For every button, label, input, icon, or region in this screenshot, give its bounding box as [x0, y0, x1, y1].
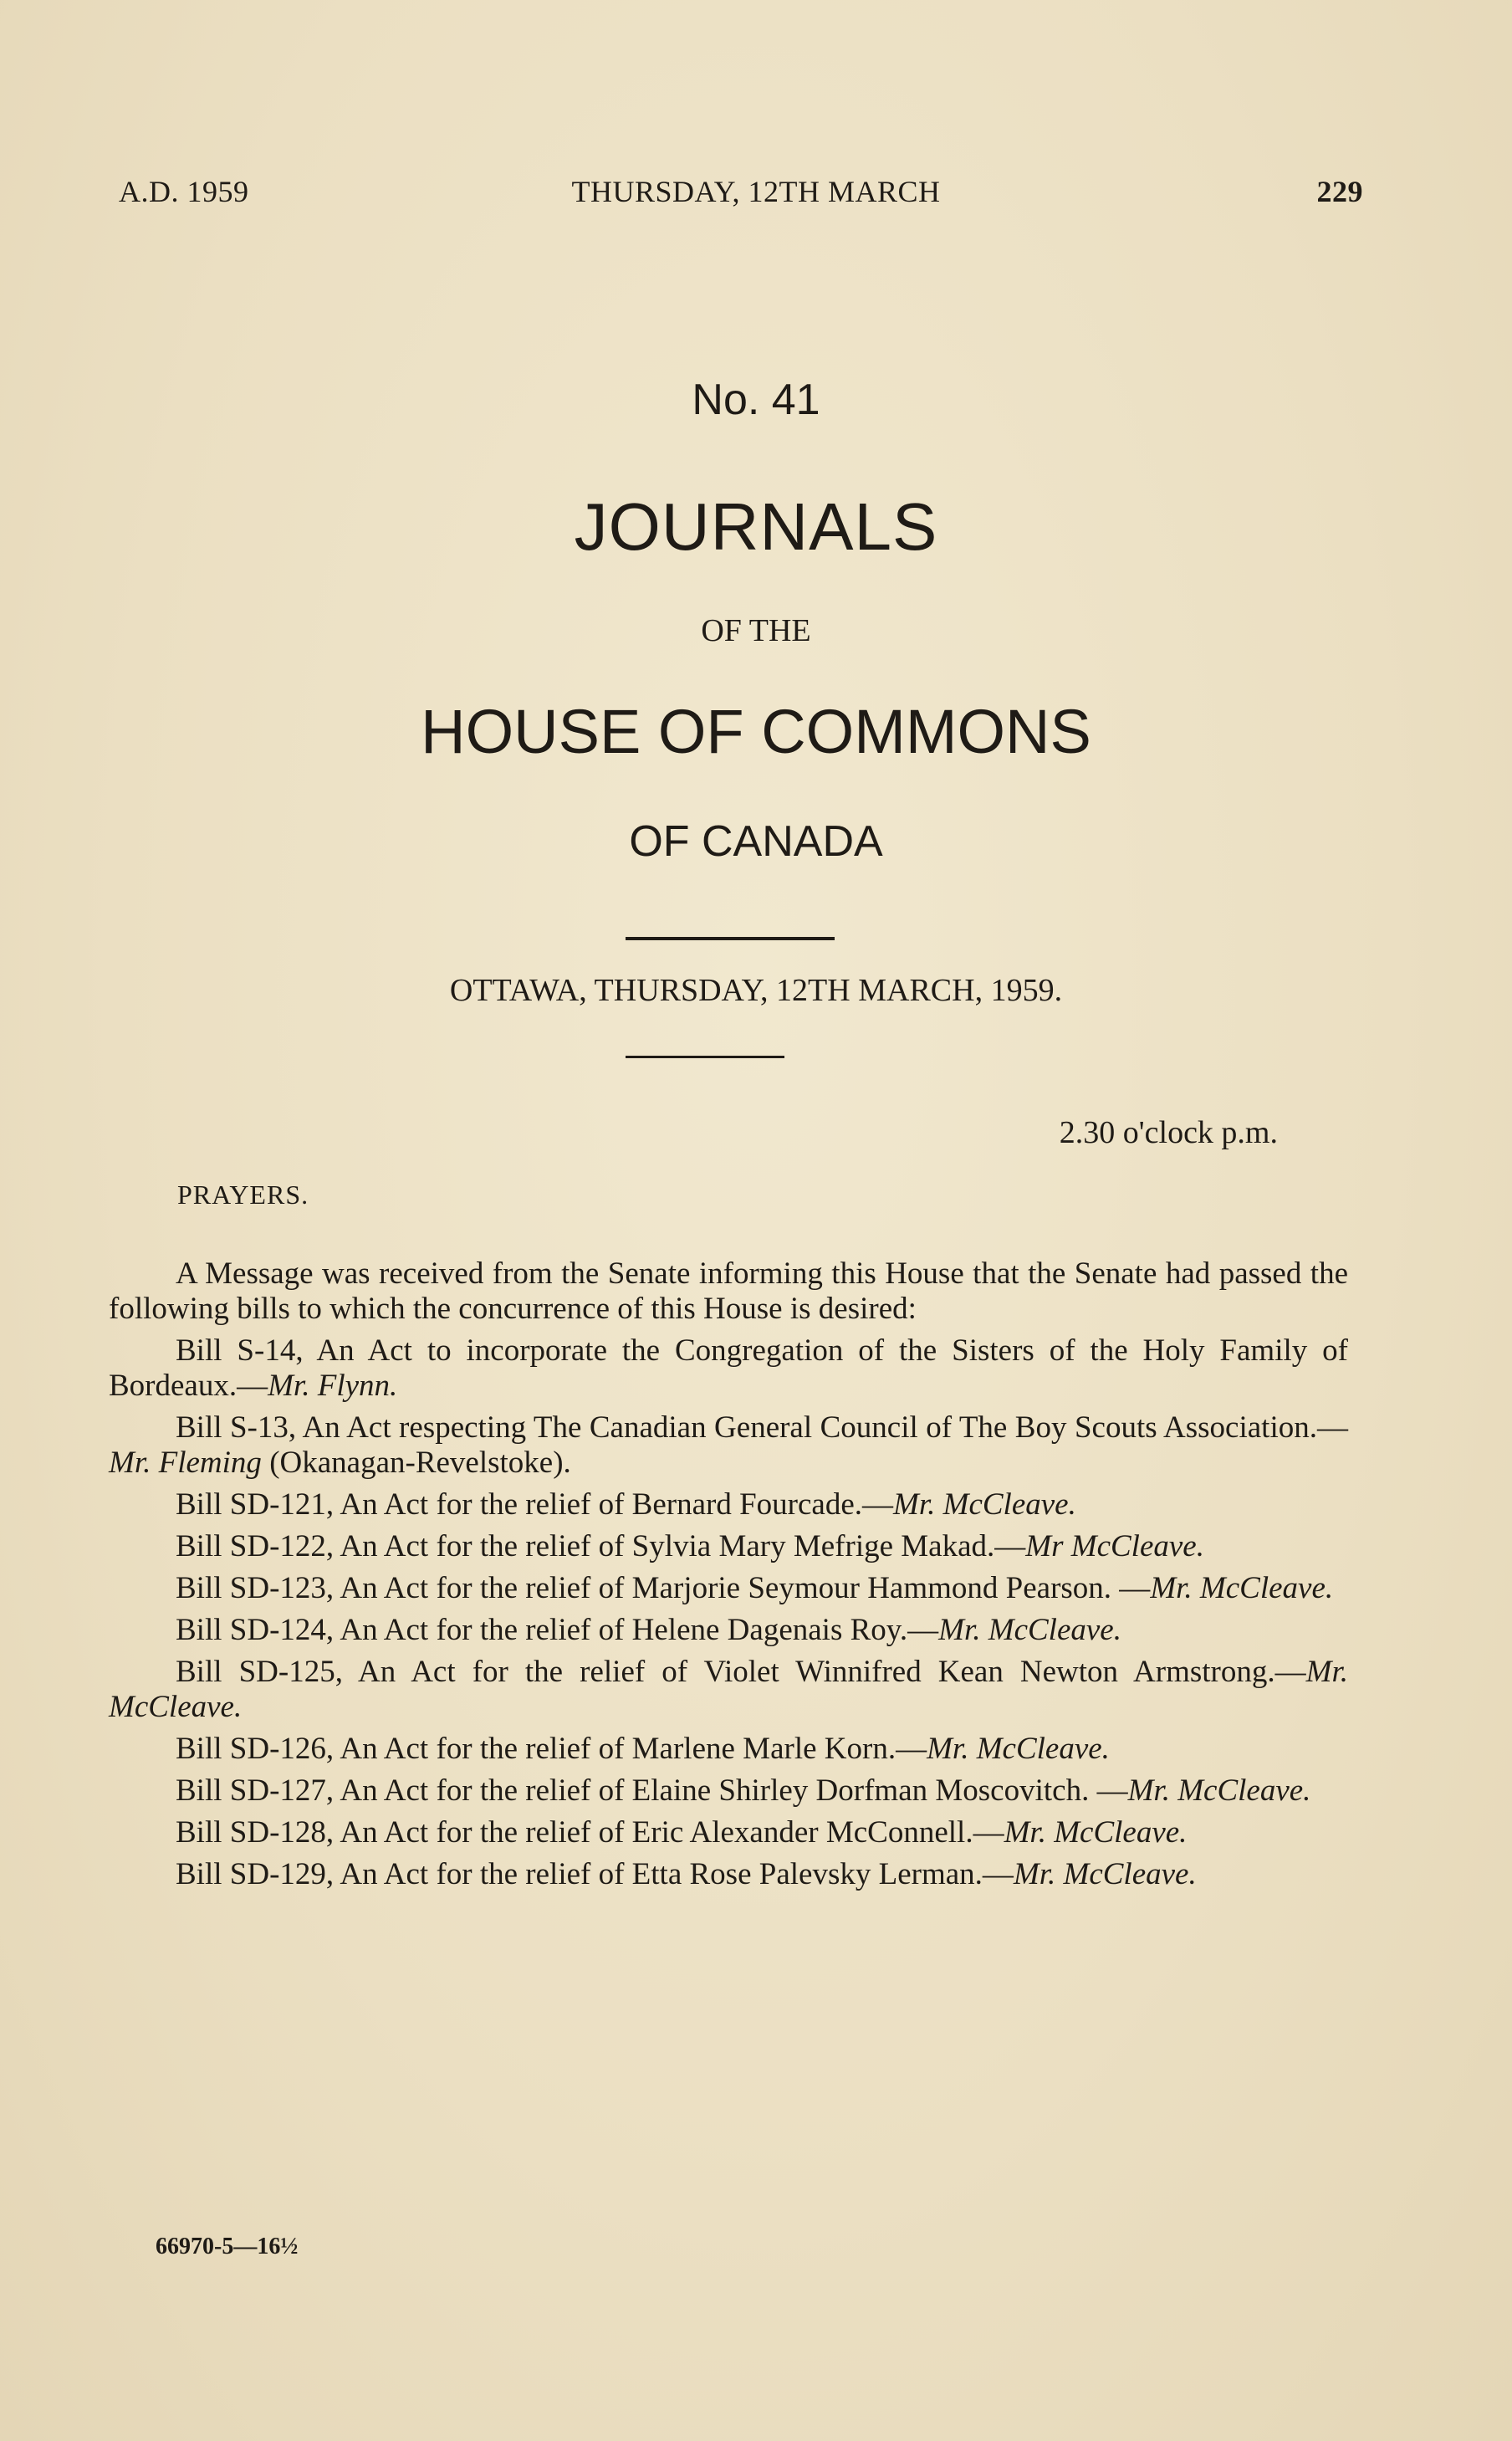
- header-year: A.D. 1959: [119, 175, 249, 208]
- title-journals: JOURNALS: [574, 489, 938, 564]
- header-date: THURSDAY, 12TH MARCH: [571, 175, 941, 208]
- sitting-time: 2.30 o'clock p.m.: [1059, 1115, 1278, 1150]
- divider-rule: [626, 937, 835, 940]
- print-code: 66970-5—16½: [156, 2234, 299, 2259]
- dateline: OTTAWA, THURSDAY, 12TH MARCH, 1959.: [449, 973, 1063, 1008]
- bill-entry: Bill SD-124, An Act for the relief of Helene Dagenais Roy.—Mr. McCleave.: [176, 1613, 1121, 1647]
- bill-entry: Bill S-13, An Act respecting The Canadian General Council of The Boy Scouts Association.—Mr. Fleming (Okanagan-Revelstoke).: [109, 1410, 1348, 1480]
- bill-entry: Bill SD-128, An Act for the relief of Eric Alexander McConnell.—Mr. McCleave.: [176, 1815, 1188, 1850]
- bill-entry: Bill SD-121, An Act for the relief of Bernard Fourcade.—Mr. McCleave.: [176, 1487, 1076, 1522]
- bill-entry: Bill SD-123, An Act for the relief of Marjorie Seymour Hammond Pearson. —Mr. McCleave.: [176, 1571, 1334, 1605]
- page-number: 229: [1316, 175, 1363, 208]
- title-house-of-commons: HOUSE OF COMMONS: [421, 697, 1091, 766]
- journal-body: [109, 1256, 1348, 1899]
- title-of-the: OF THE: [701, 613, 811, 648]
- bill-entry: Bill SD-129, An Act for the relief of Etta Rose Palevsky Lerman.—Mr. McCleave.: [176, 1857, 1197, 1891]
- title-of-canada: OF CANADA: [629, 817, 883, 866]
- bill-entry: Bill SD-122, An Act for the relief of Sylvia Mary Mefrige Makad.—Mr McCleave.: [176, 1529, 1204, 1563]
- divider-rule: [626, 1056, 784, 1058]
- bill-entry: Bill SD-127, An Act for the relief of Elaine Shirley Dorfman Moscovitch. —Mr. McCleave.: [176, 1773, 1311, 1808]
- bill-entry: Bill SD-125, An Act for the relief of Violet Winnifred Kean Newton Armstrong.—Mr. McCleave.: [109, 1655, 1348, 1724]
- bill-entry: Bill SD-126, An Act for the relief of Marlene Marle Korn.—Mr. McCleave.: [176, 1732, 1110, 1766]
- prayers-heading: PRAYERS.: [177, 1180, 309, 1210]
- senate-message: A Message was received from the Senate informing this House that the Senate had passed the following bills to which the concurrence of this House is desired:: [109, 1256, 1348, 1326]
- bill-entry: Bill S-14, An Act to incorporate the Congregation of the Sisters of the Holy Family of Bordeaux.—Mr. Flynn.: [109, 1333, 1348, 1403]
- issue-number: No. 41: [692, 376, 820, 424]
